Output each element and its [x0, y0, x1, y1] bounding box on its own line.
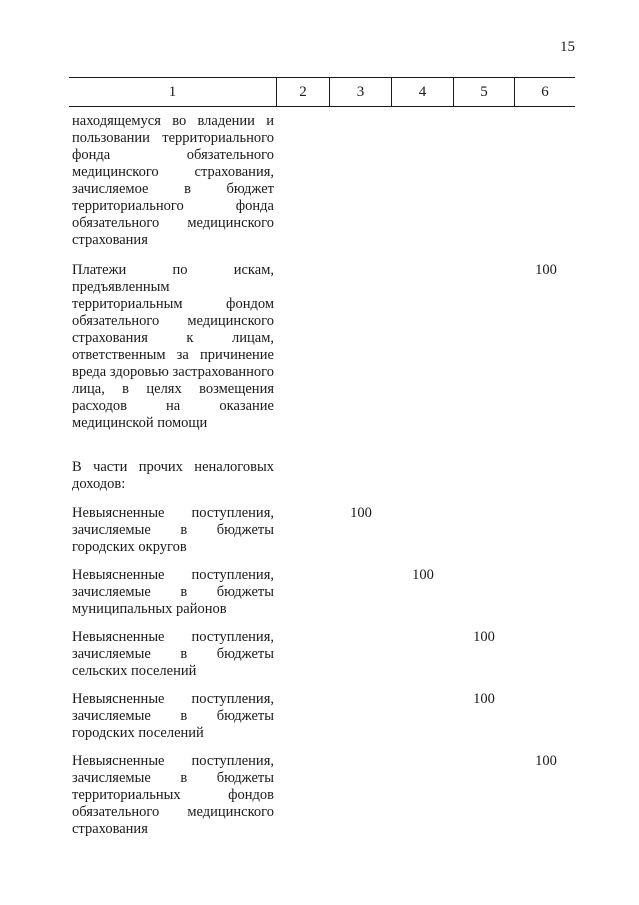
- row-value-col5: 100: [473, 629, 495, 645]
- header-bottom-rule: [69, 106, 575, 107]
- row-value-col6: 100: [535, 753, 557, 769]
- row-description: Невыясненные поступления, зачисляемые в бюджеты муниципальных районов: [72, 567, 274, 617]
- row-description: Невыясненные поступления, зачисляемые в бюджеты сельских поселений: [72, 629, 274, 679]
- header-col-5: 5: [480, 83, 488, 100]
- row-description: Невыясненные поступления, зачисляемые в бюджеты городских округов: [72, 505, 274, 555]
- header-col-3: 3: [356, 83, 365, 100]
- page-number: 15: [560, 39, 575, 55]
- row-value-col3: 100: [350, 505, 372, 521]
- row-description: Невыясненные поступления, зачисляемые в бюджеты территориальных фондов обязательного медицинского страхования: [72, 753, 274, 837]
- row-description: Платежи по искам, предъявленным территориальным фондом обязательного медицинского страхования к лицам, ответственным за причинение вреда здоровью застрахованного лица, в целях возмещения расходов на оказание медицинской помощи: [72, 262, 274, 431]
- row-description: Невыясненные поступления, зачисляемые в бюджеты городских поселений: [72, 691, 274, 741]
- header-col-2: 2: [299, 83, 307, 100]
- header-col-4: 4: [418, 83, 427, 100]
- header-col-6: 6: [541, 83, 549, 100]
- row-description: находящемуся во владении и пользовании территориального фонда обязательного медицинского страхования, зачисляемое в бюджет территориального фонда обязательного медицинского страхования: [72, 113, 274, 248]
- row-value-col5: 100: [473, 691, 495, 707]
- row-value-col4: 100: [412, 567, 434, 583]
- row-value-col6: 100: [535, 262, 557, 278]
- row-description: В части прочих неналоговых доходов:: [72, 459, 274, 492]
- header-col-1: 1: [168, 83, 177, 100]
